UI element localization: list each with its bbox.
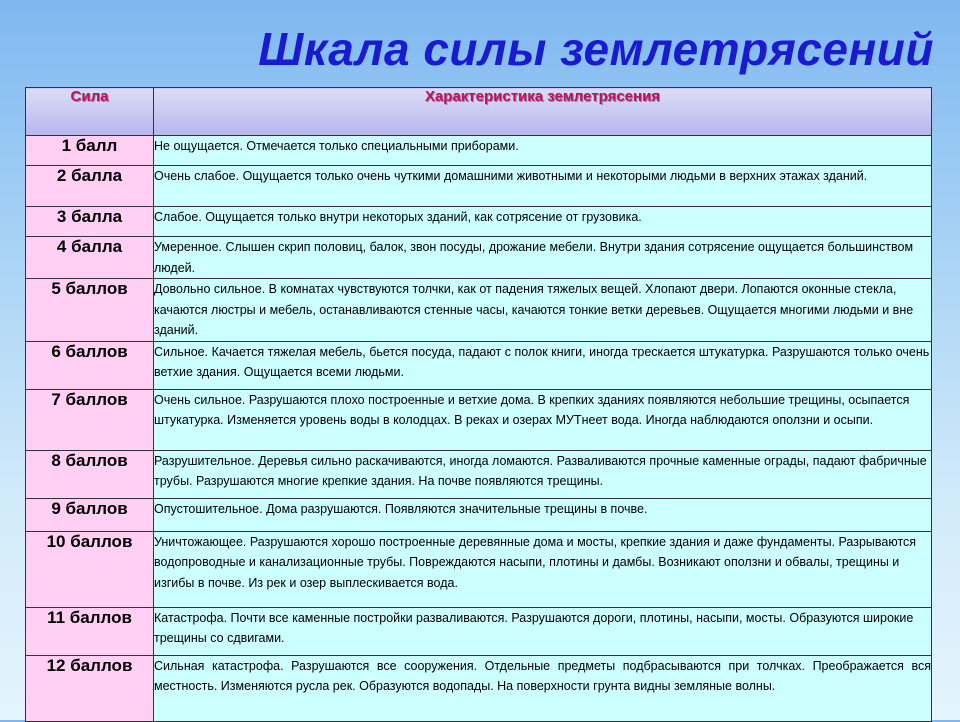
description-cell: Довольно сильное. В комнатах чувствуются толчки, как от падения тяжелых вещей. Хлопают двери. Лопаются оконные стекла, качаются люстры и мебель, останавливаются стенные часы, качаются тонкие ветки деревьев. Ощущается многими людьми и вне зданий. [154,279,932,342]
description-cell: Опустошительное. Дома разрушаются. Появляются значительные трещины в почве. [154,498,932,531]
description-cell: Разрушительное. Деревья сильно раскачиваются, иногда ломаются. Разваливаются прочные каменные ограды, падают фабричные трубы. Разрушаются многие крепкие здания. На почве появляются трещины. [154,450,932,498]
description-cell: Очень слабое. Ощущается только очень чуткими домашними животными и некоторыми людьми в верхних этажах зданий. [154,166,932,207]
description-cell: Сильная катастрофа. Разрушаются все сооружения. Отдельные предметы подбрасываются при толчках. Преображается вся местность. Изменяются русла рек. Образуются водопады. На поверхности грунта видны земляные волны. [154,655,932,721]
table-row [26,136,932,166]
table-row [26,531,932,607]
force-cell: 11 баллов [26,607,154,655]
table-row [26,607,932,655]
force-cell: 1 балл [26,136,154,166]
table-row [26,498,932,531]
force-cell: 7 баллов [26,389,154,450]
table-row [26,237,932,279]
description-cell: Катастрофа. Почти все каменные постройки разваливаются. Разрушаются дороги, плотины, насыпи, мосты. Образуются широкие трещины со сдвигами. [154,607,932,655]
force-cell: 12 баллов [26,655,154,721]
force-cell: 9 баллов [26,498,154,531]
header-force: Сила [26,88,154,136]
description-cell: Умеренное. Слышен скрип половиц, балок, звон посуды, дрожание мебели. Внутри здания сотрясение ощущается большинством людей. [154,237,932,279]
header-description: Характеристика землетрясения [154,88,932,136]
table-row [26,166,932,207]
description-cell: Уничтожающее. Разрушаются хорошо построенные деревянные дома и мосты, крепкие здания и даже фундаменты. Разрываются водопроводные и канализационные трубы. Повреждаются насыпи, плотины и дамбы. Возникают оползни и обвалы, трещины и изгибы в почве. Из рек и озер выплескивается вода. [154,531,932,607]
earthquake-scale-table [25,87,932,722]
force-cell: 2 балла [26,166,154,207]
force-cell: 5 баллов [26,279,154,342]
table-row [26,389,932,450]
table-row [26,450,932,498]
force-cell: 10 баллов [26,531,154,607]
description-cell: Сильное. Качается тяжелая мебель, бьется посуда, падают с полок книги, иногда трескается штукатурка. Разрушаются только очень ветхие здания. Ощущается всеми людьми. [154,341,932,389]
description-cell: Не ощущается. Отмечается только специальными приборами. [154,136,932,166]
force-cell: 4 балла [26,237,154,279]
force-cell: 3 балла [26,207,154,237]
table-row [26,279,932,342]
description-cell: Очень сильное. Разрушаются плохо построенные и ветхие дома. В крепких зданиях появляются небольшие трещины, осыпается штукатурка. Изменяется уровень воды в колодцах. В реках и озерах МУТнеет вода. Иногда наблюдаются оползни и осыпи. [154,389,932,450]
table-header-row [26,88,932,136]
table-row [26,655,932,721]
description-cell: Слабое. Ощущается только внутри некоторых зданий, как сотрясение от грузовика. [154,207,932,237]
page-title: Шкала силы землетрясений [258,23,934,75]
table-row [26,207,932,237]
force-cell: 6 баллов [26,341,154,389]
force-cell: 8 баллов [26,450,154,498]
table-row [26,341,932,389]
